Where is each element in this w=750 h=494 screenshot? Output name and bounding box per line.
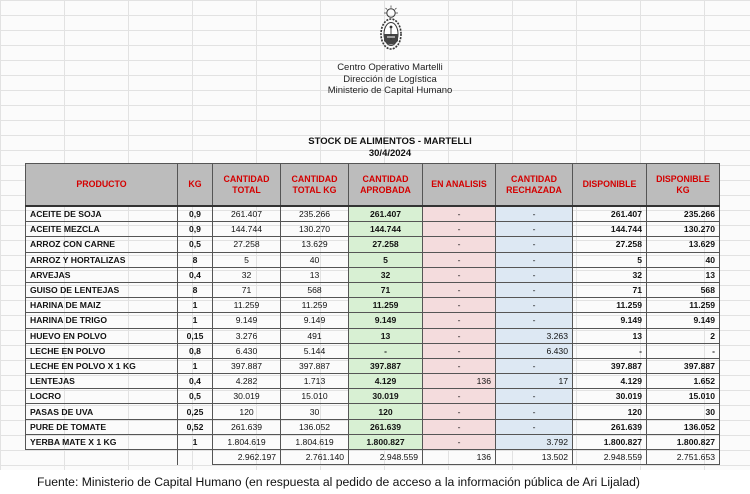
cell-producto: GUISO DE LENTEJAS [26, 282, 178, 297]
cell-total-kg: 568 [281, 282, 349, 297]
cell-kg: 0,5 [178, 389, 213, 404]
cell-producto: ACEITE DE SOJA [26, 206, 178, 222]
cell-kg: 1 [178, 434, 213, 449]
cell-total: 9.149 [213, 313, 281, 328]
cell-disponible: 261.639 [573, 419, 647, 434]
cell-disponible: 397.887 [573, 358, 647, 373]
cell-aprobada: 4.129 [349, 374, 423, 389]
cell-total: 4.282 [213, 374, 281, 389]
totals-blank-cell [178, 450, 213, 465]
cell-producto: PASAS DE UVA [26, 404, 178, 419]
col-header-en-analisis: EN ANALISIS [423, 164, 496, 207]
table-row [26, 374, 720, 389]
cell-total-kg: 40 [281, 252, 349, 267]
cell-aprobada: 261.407 [349, 206, 423, 222]
cell-analisis: - [423, 222, 496, 237]
table-row [26, 434, 720, 449]
table-row [26, 358, 720, 373]
cell-kg: 0,5 [178, 237, 213, 252]
cell-disponible-kg: 1.652 [647, 374, 720, 389]
cell-rechazada: - [496, 282, 573, 297]
cell-disponible-kg: 130.270 [647, 222, 720, 237]
cell-aprobada: 5 [349, 252, 423, 267]
cell-disponible: 27.258 [573, 237, 647, 252]
coat-of-arms-icon [376, 4, 406, 54]
col-header-disponible-kg: DISPONIBLE KG [647, 164, 720, 207]
cell-producto: LOCRO [26, 389, 178, 404]
cell-disponible-kg: 13 [647, 267, 720, 282]
cell-disponible: 9.149 [573, 313, 647, 328]
cell-disponible-kg: 11.259 [647, 298, 720, 313]
cell-analisis: - [423, 298, 496, 313]
totals-row [26, 450, 720, 465]
cell-kg: 0,8 [178, 343, 213, 358]
cell-analisis: - [423, 237, 496, 252]
cell-rechazada: 17 [496, 374, 573, 389]
cell-disponible-kg: - [647, 343, 720, 358]
cell-producto: HARINA DE TRIGO [26, 313, 178, 328]
cell-rechazada: - [496, 313, 573, 328]
cell-total: 27.258 [213, 237, 281, 252]
table-row [26, 343, 720, 358]
cell-analisis: - [423, 206, 496, 222]
cell-analisis: - [423, 252, 496, 267]
table-row [26, 389, 720, 404]
cell-total: 11.259 [213, 298, 281, 313]
cell-disponible-kg: 13.629 [647, 237, 720, 252]
cell-analisis: - [423, 343, 496, 358]
cell-aprobada: 13 [349, 328, 423, 343]
cell-aprobada: 144.744 [349, 222, 423, 237]
cell-total-kg: 1.713 [281, 374, 349, 389]
cell-total-kg: 30 [281, 404, 349, 419]
cell-analisis: - [423, 434, 496, 449]
cell-analisis: - [423, 419, 496, 434]
cell-kg: 0,9 [178, 206, 213, 222]
total-disponible: 2.948.559 [573, 450, 647, 465]
cell-producto: YERBA MATE X 1 KG [26, 434, 178, 449]
cell-rechazada: 3.792 [496, 434, 573, 449]
cell-kg: 1 [178, 358, 213, 373]
cell-rechazada: - [496, 267, 573, 282]
cell-disponible: 261.407 [573, 206, 647, 222]
cell-producto: ARROZ Y HORTALIZAS [26, 252, 178, 267]
cell-total: 1.804.619 [213, 434, 281, 449]
table-row [26, 267, 720, 282]
col-header-cantidad-rechazada: CANTIDAD RECHAZADA [496, 164, 573, 207]
table-row [26, 237, 720, 252]
cell-rechazada: - [496, 206, 573, 222]
cell-producto: PURE DE TOMATE [26, 419, 178, 434]
cell-total-kg: 136.052 [281, 419, 349, 434]
cell-total-kg: 397.887 [281, 358, 349, 373]
cell-total-kg: 130.270 [281, 222, 349, 237]
cell-kg: 8 [178, 282, 213, 297]
cell-disponible: 32 [573, 267, 647, 282]
total-analisis: 136 [423, 450, 496, 465]
table-row [26, 313, 720, 328]
stock-title [0, 136, 750, 160]
cell-total-kg: 15.010 [281, 389, 349, 404]
cell-total: 3.276 [213, 328, 281, 343]
cell-disponible: 120 [573, 404, 647, 419]
cell-rechazada: 3.263 [496, 328, 573, 343]
cell-kg: 0,9 [178, 222, 213, 237]
cell-total: 144.744 [213, 222, 281, 237]
cell-kg: 0,15 [178, 328, 213, 343]
cell-disponible: 1.800.827 [573, 434, 647, 449]
totals-blank-cell [26, 450, 178, 465]
col-header-cantidad-aprobada: CANTIDAD APROBADA [349, 164, 423, 207]
table-row [26, 419, 720, 434]
cell-rechazada: - [496, 358, 573, 373]
table-row [26, 222, 720, 237]
cell-rechazada: - [496, 222, 573, 237]
cell-aprobada: 1.800.827 [349, 434, 423, 449]
col-header-cantidad-total-kg: CANTIDAD TOTAL KG [281, 164, 349, 207]
cell-disponible: 13 [573, 328, 647, 343]
cell-total-kg: 1.804.619 [281, 434, 349, 449]
cell-analisis: - [423, 282, 496, 297]
institution-header [0, 62, 750, 97]
cell-analisis: - [423, 267, 496, 282]
cell-aprobada: - [349, 343, 423, 358]
cell-total: 71 [213, 282, 281, 297]
cell-disponible-kg: 136.052 [647, 419, 720, 434]
cell-analisis: - [423, 313, 496, 328]
table-row [26, 298, 720, 313]
header-line-3: Ministerio de Capital Humano [327, 85, 453, 96]
total-aprobada: 2.948.559 [349, 450, 423, 465]
cell-aprobada: 11.259 [349, 298, 423, 313]
cell-kg: 0,4 [178, 267, 213, 282]
cell-total: 5 [213, 252, 281, 267]
cell-aprobada: 397.887 [349, 358, 423, 373]
table-row [26, 252, 720, 267]
cell-analisis: 136 [423, 374, 496, 389]
cell-disponible: 71 [573, 282, 647, 297]
cell-total-kg: 13 [281, 267, 349, 282]
stock-title-date: 30/4/2024 [368, 148, 412, 159]
cell-kg: 0,52 [178, 419, 213, 434]
cell-disponible-kg: 568 [647, 282, 720, 297]
cell-total-kg: 235.266 [281, 206, 349, 222]
cell-producto: HUEVO EN POLVO [26, 328, 178, 343]
stock-title-main: STOCK DE ALIMENTOS - MARTELLI [308, 136, 472, 147]
cell-aprobada: 261.639 [349, 419, 423, 434]
cell-producto: LECHE EN POLVO [26, 343, 178, 358]
cell-total: 397.887 [213, 358, 281, 373]
header-line-2: Dirección de Logística [343, 73, 437, 85]
cell-rechazada: - [496, 419, 573, 434]
cell-analisis: - [423, 404, 496, 419]
source-caption: Fuente: Ministerio de Capital Humano (en respuesta al pedido de acceso a la información pública de Ari Lijalad) [37, 475, 640, 489]
col-header-disponible: DISPONIBLE [573, 164, 647, 207]
cell-rechazada: - [496, 298, 573, 313]
cell-kg: 8 [178, 252, 213, 267]
cell-disponible: - [573, 343, 647, 358]
total-total: 2.962.197 [213, 450, 281, 465]
cell-disponible-kg: 235.266 [647, 206, 720, 222]
cell-aprobada: 71 [349, 282, 423, 297]
cell-total: 32 [213, 267, 281, 282]
cell-disponible-kg: 30 [647, 404, 720, 419]
table-header-row [26, 164, 720, 207]
cell-rechazada: 6.430 [496, 343, 573, 358]
cell-total-kg: 491 [281, 328, 349, 343]
cell-aprobada: 120 [349, 404, 423, 419]
col-header-kg: KG [178, 164, 213, 207]
cell-kg: 0,4 [178, 374, 213, 389]
cell-total-kg: 13.629 [281, 237, 349, 252]
cell-disponible: 144.744 [573, 222, 647, 237]
cell-analisis: - [423, 328, 496, 343]
cell-kg: 1 [178, 313, 213, 328]
cell-kg: 1 [178, 298, 213, 313]
cell-total: 120 [213, 404, 281, 419]
cell-producto: LENTEJAS [26, 374, 178, 389]
table-row [26, 404, 720, 419]
cell-analisis: - [423, 389, 496, 404]
cell-total: 261.639 [213, 419, 281, 434]
cell-aprobada: 27.258 [349, 237, 423, 252]
cell-total-kg: 9.149 [281, 313, 349, 328]
cell-disponible-kg: 40 [647, 252, 720, 267]
col-header-cantidad-total: CANTIDAD TOTAL [213, 164, 281, 207]
cell-producto: ARROZ CON CARNE [26, 237, 178, 252]
cell-rechazada: - [496, 237, 573, 252]
total-rechazada: 13.502 [496, 450, 573, 465]
table-row [26, 206, 720, 222]
cell-rechazada: - [496, 389, 573, 404]
cell-kg: 0,25 [178, 404, 213, 419]
cell-total-kg: 5.144 [281, 343, 349, 358]
header-line-1: Centro Operativo Martelli [337, 62, 443, 73]
cell-producto: LECHE EN POLVO X 1 KG [26, 358, 178, 373]
cell-rechazada: - [496, 252, 573, 267]
cell-aprobada: 9.149 [349, 313, 423, 328]
cell-analisis: - [423, 358, 496, 373]
cell-total: 6.430 [213, 343, 281, 358]
cell-disponible-kg: 15.010 [647, 389, 720, 404]
cell-disponible: 11.259 [573, 298, 647, 313]
cell-disponible-kg: 397.887 [647, 358, 720, 373]
cell-disponible-kg: 1.800.827 [647, 434, 720, 449]
cell-producto: ACEITE MEZCLA [26, 222, 178, 237]
cell-aprobada: 30.019 [349, 389, 423, 404]
cell-producto: HARINA DE MAIZ [26, 298, 178, 313]
cell-total: 261.407 [213, 206, 281, 222]
total-total-kg: 2.761.140 [281, 450, 349, 465]
cell-total: 30.019 [213, 389, 281, 404]
cell-producto: ARVEJAS [26, 267, 178, 282]
cell-aprobada: 32 [349, 267, 423, 282]
cell-disponible-kg: 2 [647, 328, 720, 343]
table-row [26, 282, 720, 297]
cell-disponible: 5 [573, 252, 647, 267]
stock-table [25, 163, 720, 465]
col-header-producto: PRODUCTO [26, 164, 178, 207]
cell-total-kg: 11.259 [281, 298, 349, 313]
total-disponible-kg: 2.751.653 [647, 450, 720, 465]
table-row [26, 328, 720, 343]
cell-disponible: 4.129 [573, 374, 647, 389]
cell-rechazada: - [496, 404, 573, 419]
cell-disponible: 30.019 [573, 389, 647, 404]
cell-disponible-kg: 9.149 [647, 313, 720, 328]
